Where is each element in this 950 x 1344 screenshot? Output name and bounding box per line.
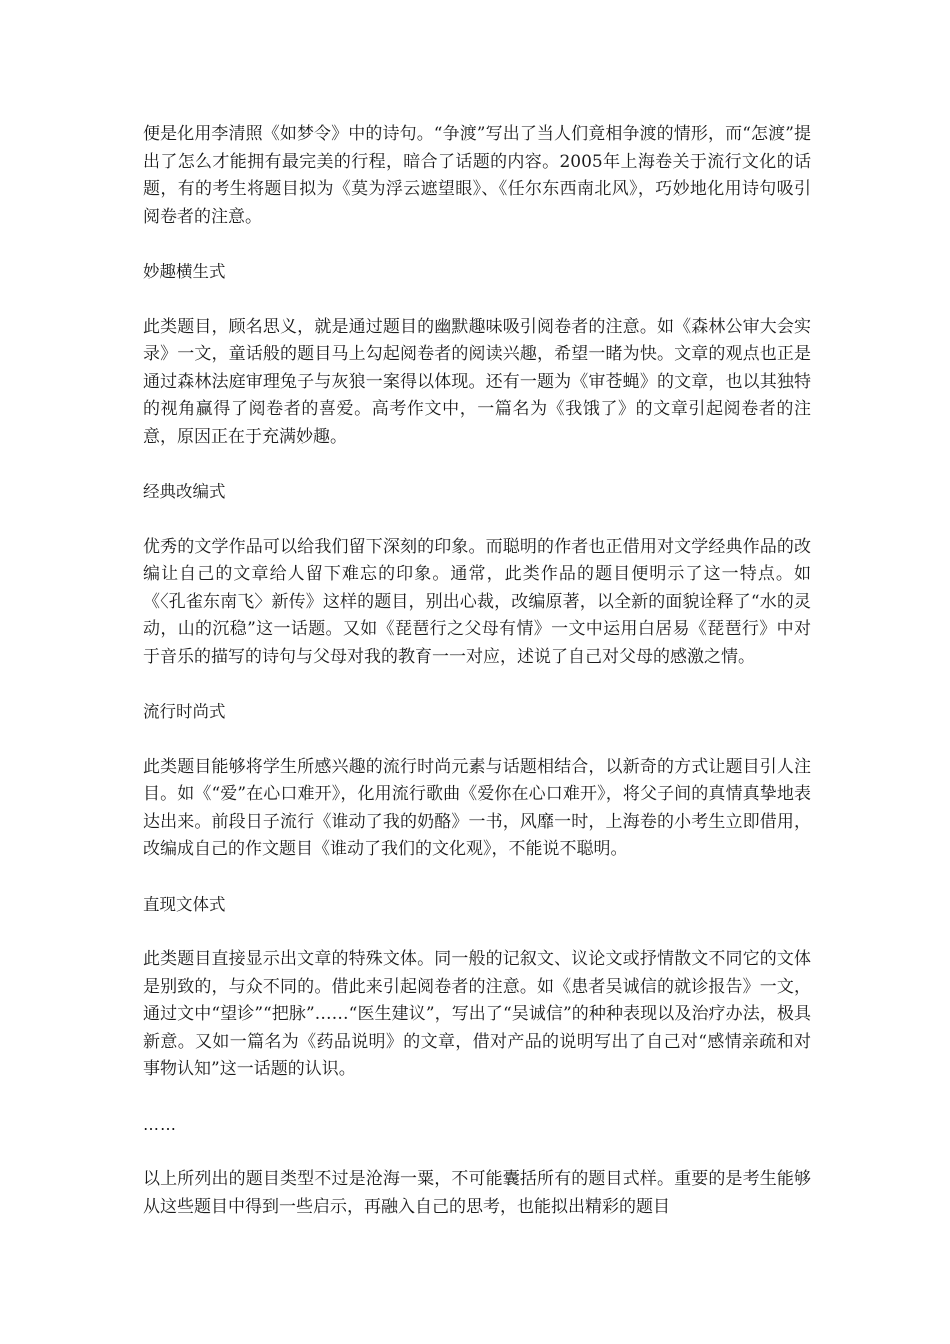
section-body-pop-fashion: 此类题目能够将学生所感兴趣的流行时尚元素与话题相结合，以新奇的方式让题目引人注目。如《“爱”在心口难开》，化用流行歌曲《爱你在心口难开》，将父子间的真情真挚地表达出来。前段日子流行《谁动了我的奶酪》一书，风靡一时，上海卷的小考生立即借用，改编成自己的作文题目《谁动了我们的文化观》，不能说不聪明。 [143, 756, 811, 859]
section-body-humor: 此类题目，顾名思义，就是通过题目的幽默趣味吸引阅卷者的注意。如《森林公审大会实录》一文，童话般的题目马上勾起阅卷者的阅读兴趣，希望一睹为快。文章的观点也正是通过森林法庭审理兔子与灰狼一案得以体现。还有一题为《审苍蝇》的文章，也以其独特的视角赢得了阅卷者的喜爱。高考作文中，一篇名为《我饿了》的文章引起阅卷者的注意，原因正在于充满妙趣。 [143, 316, 811, 447]
section-body-direct-genre: 此类题目直接显示出文章的特殊文体。同一般的记叙文、议论文或抒情散文不同它的文体是别致的，与众不同的。借此来引起阅卷者的注意。如《患者吴诚信的就诊报告》一文，通过文中“望诊”“把脉”……“医生建议”，写出了“吴诚信”的种种表现以及治疗办法，极具新意。又如一篇名为《药品说明》的文章，借对产品的说明写出了自己对“感情亲疏和对事物认知”这一话题的认识。 [143, 949, 811, 1079]
section-body-classic-adaptation: 优秀的文学作品可以给我们留下深刻的印象。而聪明的作者也正借用对文学经典作品的改编让自己的文章给人留下难忘的印象。通常，此类作品的题目便明示了这一特点。如《〈孔雀东南飞〉新传》这样的题目，别出心裁，改编原著，以全新的面貌诠释了“水的灵动，山的沉稳”这一话题。又如《琵琶行之父母有情》一文中运用白居易《琵琶行》中对于音乐的描写的诗句与父母对我的教育一一对应，述说了自己对父母的感激之情。 [143, 536, 811, 667]
closing-paragraph: 以上所列出的题目类型不过是沧海一粟，不可能囊括所有的题目式样。重要的是考生能够从这些题目中得到一些启示，再融入自己的思考，也能拟出精彩的题目 [143, 1169, 811, 1217]
section-heading-direct-genre: 直现文体式 [143, 894, 226, 914]
section-heading-classic-adaptation: 经典改编式 [143, 482, 226, 501]
document-body [143, 121, 811, 1248]
section-heading-humor: 妙趣横生式 [143, 262, 226, 281]
section-heading-pop-fashion: 流行时尚式 [143, 702, 226, 721]
ellipsis-line: …… [143, 1114, 177, 1134]
intro-paragraph: 便是化用李清照《如梦令》中的诗句。“争渡”写出了当人们竟相争渡的情形，而“怎渡”提出了怎么才能拥有最完美的行程，暗合了话题的内容。2005年上海卷关于流行文化的话题，有的考生将题目拟为《莫为浮云遮望眼》、《任尔东西南北风》，巧妙地化用诗句吸引阅卷者的注意。 [143, 124, 811, 227]
